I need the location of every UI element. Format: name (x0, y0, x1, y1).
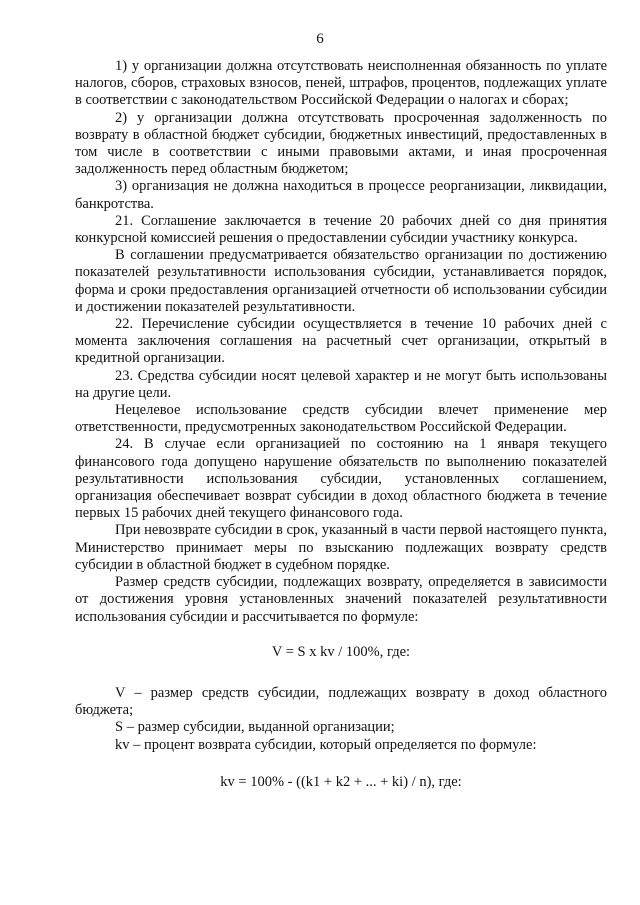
paragraph-condition-2: 2) у организации должна отсутствовать просроченная задолженность по возврату в областной бюджет субсидии, бюджетных инвестиций, предоставленных в том числе в соответствии с иными правовыми актами, и иная просроченная задолженность перед областным бюджетом; (75, 109, 607, 178)
paragraph-item-21: 21. Соглашение заключается в течение 20 рабочих дней со дня принятия конкурсной комиссией решения о предоставлении субсидии участнику конкурса. (75, 212, 607, 247)
definition-v: V – размер средств субсидии, подлежащих возврату в доход областного бюджета; (75, 684, 607, 719)
paragraph-condition-3: 3) организация не должна находиться в процессе реорганизации, ликвидации, банкротства. (75, 178, 607, 212)
paragraph-misuse: Нецелевое использование средств субсидии влечет применение мер ответственности, предусмотренных законодательством Российской Федерации. (75, 402, 607, 436)
paragraph-agreement-obligations: В соглашении предусматривается обязательство организации по достижению показателей результативности использования субсидии, устанавливается порядок, форма и сроки предоставления организацией отчетности об использовании субсидии и достижении показателей результативности. (75, 247, 607, 315)
page-number: 6 (316, 31, 324, 47)
paragraph-item-24: 24. В случае если организацией по состоянию на 1 января текущего финансового года допущено нарушение обязательств по выполнению показателей результативности использования субсидии, установленных соглашением, организация обеспечивает возврат субсидии в доход областного бюджета в течение первых 15 рабочих дней текущего финансового года. (75, 436, 607, 522)
paragraph-item-22: 22. Перечисление субсидии осуществляется в течение 10 рабочих дней с момента заключения соглашения на расчетный счет организации, открытый в кредитной организации. (75, 316, 607, 367)
definition-s: S – размер субсидии, выданной организации; (115, 719, 395, 736)
paragraph-item-23: 23. Средства субсидии носят целевой характер и не могут быть использованы на другие цели. (75, 367, 607, 401)
paragraph-condition-1: 1) у организации должна отсутствовать неисполненная обязанность по уплате налогов, сборов, страховых взносов, пеней, штрафов, процентов, подлежащих уплате в соответствии с законодательством Российской Федерации о налогах и сборах; (75, 58, 607, 109)
paragraph-refund-size: Размер средств субсидии, подлежащих возврату, определяется в зависимости от достижения уровня установленных значений показателей результативности использования субсидии и рассчитывается по формуле: (75, 574, 607, 625)
formula-kv: kv = 100% - ((k1 + k2 + ... + ki) / n), где: (220, 773, 462, 790)
formula-refund: V = S x kv / 100%, где: (271, 643, 411, 660)
document-body (75, 58, 607, 791)
definition-kv: kv – процент возврата субсидии, который определяется по формуле: (115, 736, 537, 753)
paragraph-non-return: При невозврате субсидии в срок, указанный в части первой настоящего пункта, Министерство принимает меры по взысканию подлежащих возврату средств субсидии в областной бюджет в судебном порядке. (75, 522, 607, 573)
